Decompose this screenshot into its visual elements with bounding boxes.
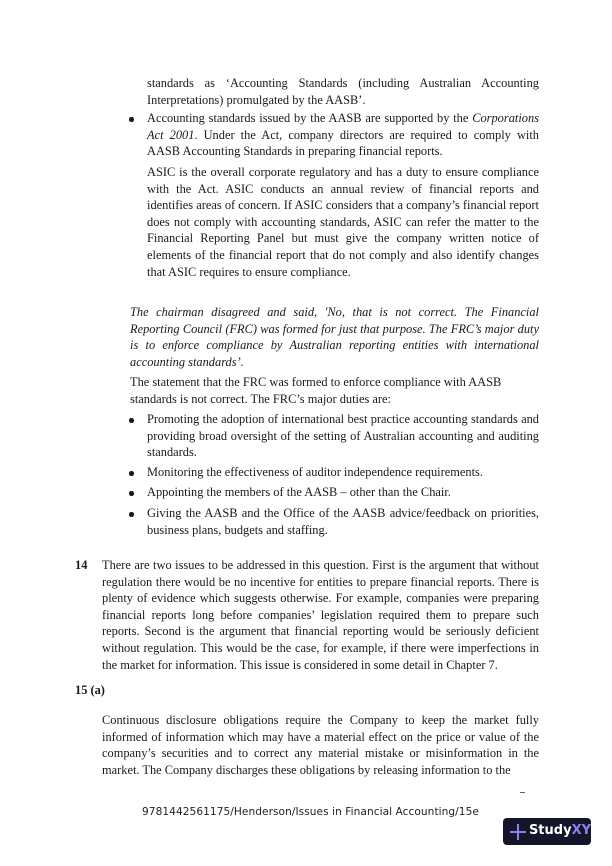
footer-dash [520, 792, 525, 793]
corporations-act-text-before: Accounting standards issued by the AASB are supported by the [147, 111, 473, 125]
asic-paragraph: ASIC is the overall corporate regulatory and has a duty to ensure compliance with the Act. ASIC conducts an annual review of financial reports and identifies areas of concern. If ASIC considers that a company’s financial report does not comply with accounting standards, ASIC can refer the matter to the Financial Reporting Panel but must give the company written notice of elements of the financial report that do not comply and also identify changes that ASIC requires to ensure compliance. [147, 165, 539, 279]
bullet-icon [128, 505, 136, 521]
frc-duty-item: Monitoring the effectiveness of auditor independence requirements. [147, 465, 483, 479]
bullet-icon [128, 110, 136, 126]
question-15a-answer: Continuous disclosure obligations require the Company to keep the market fully informed of information which may have a material effect on the price or value of the company’s securities and to correct any material mistake or misinformation in the market. The Company discharges these obligations by releasing information to the [102, 713, 539, 777]
frc-duty-item: Appointing the members of the AASB – other than the Chair. [147, 485, 451, 499]
corporations-act-paragraph [147, 110, 539, 160]
corporations-act-text-after: . Under the Act, company directors are required to comply with AASB Accounting Standards in preparing financial reports. [147, 127, 539, 159]
footer-citation: 9781442561175/Henderson/Issues in Financial Accounting/15e [142, 806, 479, 818]
bullet-icon [128, 411, 136, 427]
brand-accent: XY [571, 823, 591, 839]
frc-statement-line-2: standards is not correct. The FRC’s major duties are: [130, 392, 391, 406]
frc-duty-item: Promoting the adoption of international best practice accounting standards and providing broad oversight of the setting of Australian accounting and auditing standards. [147, 412, 539, 460]
intro-continuation: standards as ‘Accounting Standards (including Australian Accounting Interpretations) promulgated by the AASB’. [147, 76, 539, 107]
bullet-icon [128, 464, 136, 480]
chairman-quote: The chairman disagreed and said, 'No, that is not correct. The Financial Reporting Council (FRC) was formed for just that purpose. The FRC’s major duty is to enforce compliance by Australian reporting entities with international accounting standards’. [130, 305, 539, 369]
bullet-icon [128, 484, 136, 500]
brand-main: Study [528, 823, 572, 839]
question-14-number: 14 [75, 558, 88, 572]
question-14-answer: There are two issues to be addressed in this question. First is the argument that without regulation there would be no incentive for entities to prepare financial reports. There is plenty of evidence which suggests otherwise. For example, companies were preparing financial reports long before companies’ legislation required them to prepare such reports. Second is the argument that financial reporting would be seriously deficient without regulation. This would be the case, for example, if there were imperfections in the market for information. This issue is considered in some detail in Chapter 7. [102, 558, 539, 672]
studyxy-badge[interactable] [503, 818, 591, 845]
corporations-act-title: Corporations Act 2001 [147, 111, 539, 142]
frc-statement-line-1: The statement that the FRC was formed to enforce compliance with AASB [130, 375, 502, 389]
frc-duty-item: Giving the AASB and the Office of the AASB advice/feedback on priorities, business plans, budgets and staffing. [147, 506, 539, 537]
question-15a-heading: 15 (a) [75, 683, 105, 697]
plus-icon [510, 824, 523, 840]
